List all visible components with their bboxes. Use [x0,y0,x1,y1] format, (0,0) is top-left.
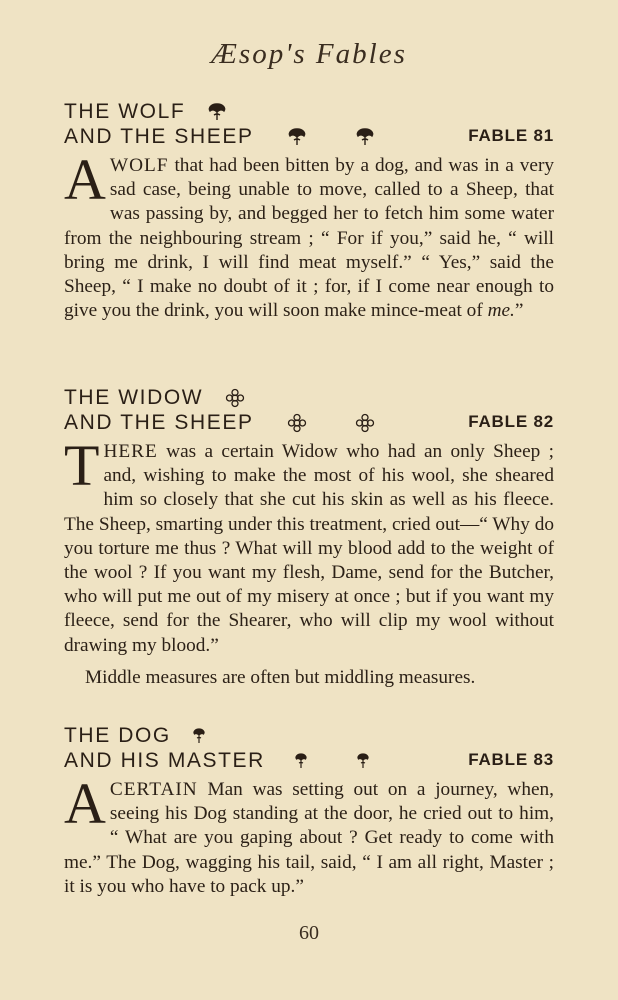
rosette-ornament-icon [287,413,307,433]
fable-81 [64,100,554,323]
fable-text [64,147,554,323]
drop-cap: T [64,433,100,498]
fable-title-line-1 [64,724,554,749]
fable-body-close: ” [514,300,524,322]
small-leaf-ornament-icon [192,728,206,744]
fable-title: THE WOLF [64,100,186,124]
fable-83 [64,724,554,899]
fable-82 [64,386,554,690]
fable-moral: Middle measures are often but middling measures. [85,666,476,688]
page-number: 60 [299,922,319,944]
leaf-ornament-icon [287,128,307,146]
fable-text [64,771,554,899]
fable-body: was a certain Widow who had an only Sheep ; and, wishing to make the most of his wool, she sheared him so closely that she cut his skin as well as his fleece. The Sheep, smarting under this treatment, cried out—“ Why do you torture me thus ? What will my blood add to the weight of the wool ? If you want my flesh, Dame, send for the Butcher, who will put me out of my misery at once ; but if you want my fleece, send for the Shearer, who will clip my wool without drawing my blood.” [64,441,554,656]
fable-number: FABLE 82 [468,412,554,431]
fable-title-line-2 [64,749,554,774]
drop-cap: A [64,147,106,212]
fable-title-line-1 [64,100,554,125]
leaf-ornament-icon [207,103,227,121]
fable-title: THE WIDOW [64,386,204,410]
fable-text [64,433,554,658]
rosette-ornament-icon [355,413,375,433]
leaf-ornament-icon [355,128,375,146]
fable-body-italic: me. [487,300,515,322]
fable-title-2: AND THE SHEEP [64,125,254,149]
drop-cap: A [64,771,106,836]
fable-title-line-2 [64,125,554,150]
small-leaf-ornament-icon [294,753,308,769]
rosette-ornament-icon [225,388,245,408]
running-head: Æsop's Fables [211,38,407,70]
first-word: HERE [103,441,158,462]
fable-title-2: AND HIS MASTER [64,749,265,773]
fable-title-line-1 [64,386,554,411]
fable-body: that had been bitten by a dog, and was in a very sad case, being unable to move, called to a Sheep, that was passing by, and begged her to fetch him some water from the neighbouring stream ; “ For if you,” said he, “ will bring me drink, I will find meat myself.” “ Yes,” said the Sheep, “ I make no doubt of it ; for, if I come near enough to give you the drink, you will soon make mince-meat of [64,155,554,322]
first-word: WOLF [109,155,169,176]
fable-title: THE DOG [64,724,171,748]
fable-number: FABLE 83 [468,750,554,769]
fable-number: FABLE 81 [468,126,554,145]
fable-body: Man was setting out on a journey, when, seeing his Dog standing at the door, he cried out to him, “ What are you gaping about ? Get ready to come with me.” The Dog, wagging his tail, said, “ I am all right, Master ; it is you who have to pack up.” [64,779,554,897]
fable-title-2: AND THE SHEEP [64,411,254,435]
first-word: CERTAIN [109,779,198,800]
fable-title-line-2 [64,411,554,436]
small-leaf-ornament-icon [356,753,370,769]
